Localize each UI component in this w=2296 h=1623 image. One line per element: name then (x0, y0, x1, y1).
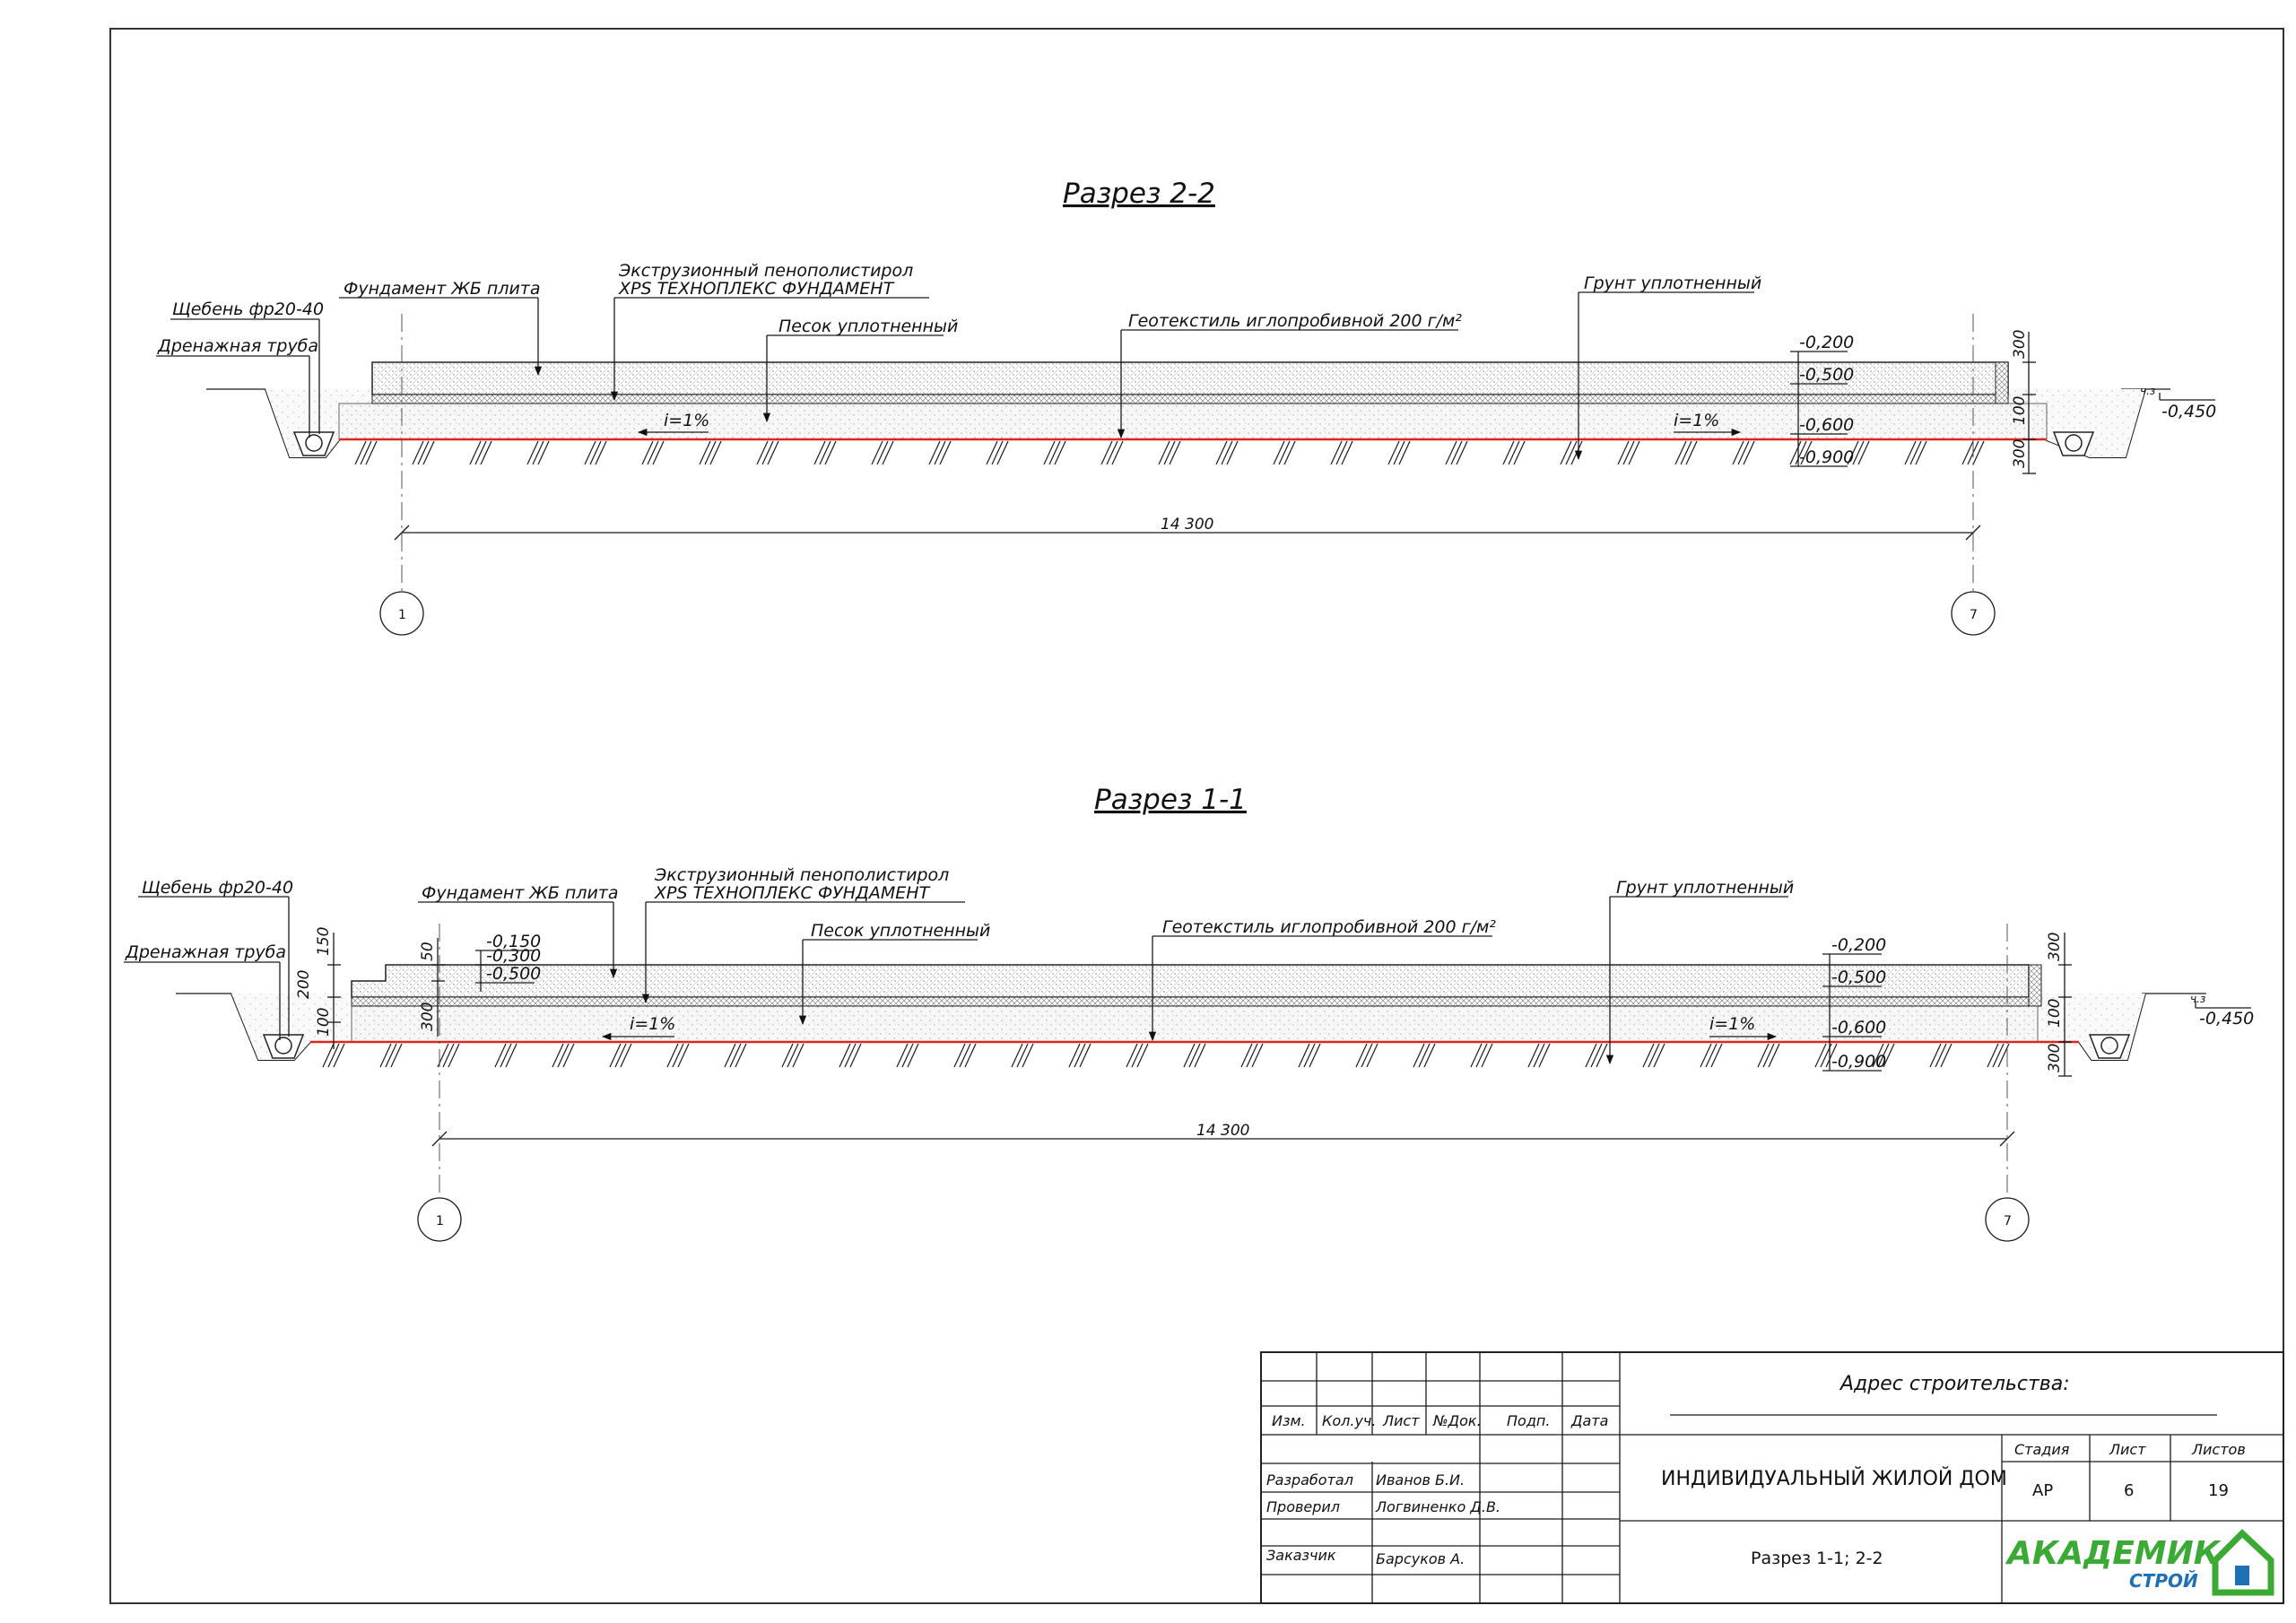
ground-level: -0,450 (2199, 1009, 2255, 1028)
label-soil: Грунт уплотненный (1584, 273, 1762, 293)
drain-pipe-left (275, 1037, 291, 1054)
left-dim-3: 100 (315, 1007, 333, 1037)
axis-left: 1 (436, 1214, 444, 1228)
title-block (1261, 1352, 2283, 1603)
left-inner-dim-2: 300 (419, 1002, 437, 1031)
label-sand: Песок уплотненный (778, 317, 959, 336)
hdr-izm: Изм. (1272, 1412, 1306, 1429)
hdr-doc: №Док. (1433, 1412, 1482, 1429)
label-geotextile: Геотекстиль иглопробивной 200 г/м² (1162, 917, 1496, 937)
label-sand: Песок уплотненный (811, 921, 991, 941)
section-1-1-title: Разрез 1-1 (1094, 784, 1247, 816)
section-1-1 (124, 784, 2254, 1241)
label-xps-1: Экструзионный пенополистирол (655, 865, 950, 885)
label-geotextile: Геотекстиль иглопробивной 200 г/м² (1128, 311, 1462, 331)
axis-right: 7 (1970, 608, 1978, 622)
label-gravel: Щебень фр20-40 (142, 878, 294, 898)
stage-value: АР (2032, 1481, 2054, 1500)
role-developed: Разработал (1266, 1471, 1353, 1488)
sheet-value: 6 (2124, 1481, 2135, 1500)
role-customer: Заказчик (1266, 1547, 1336, 1564)
hdr-sign: Подп. (1507, 1412, 1551, 1429)
label-slab: Фундамент ЖБ плита (422, 883, 619, 903)
left-dim-2: 200 (295, 969, 313, 999)
xps-layer (352, 997, 2029, 1006)
slope-left: i=1% (664, 411, 710, 430)
span: 14 300 (1161, 516, 1214, 534)
role-checked: Проверил (1266, 1498, 1341, 1515)
left-level-2: -0,300 (486, 946, 542, 966)
axis-right: 7 (2004, 1214, 2012, 1228)
level-3: -0,600 (1799, 415, 1855, 435)
left-level-1: -0,150 (486, 932, 542, 951)
level-4: -0,900 (1831, 1052, 1887, 1072)
hdr-kol: Кол.уч. (1322, 1412, 1377, 1429)
dim-3: 300 (2011, 438, 2029, 468)
stage-label: Стадия (2014, 1441, 2070, 1458)
left-inner-dim-1: 50 (419, 942, 437, 961)
xps-layer (372, 395, 2008, 404)
level-2: -0,500 (1799, 365, 1855, 385)
name-customer: Барсуков А. (1376, 1550, 1465, 1567)
project-name: ИНДИВИДУАЛЬНЫЙ ЖИЛОЙ ДОМ (1661, 1468, 2007, 1490)
sheet-title: Разрез 1-1; 2-2 (1751, 1549, 1883, 1568)
dim-1: 300 (2046, 932, 2064, 961)
foundation-slab (372, 362, 2008, 395)
foundation-slab (352, 965, 2029, 997)
name-checked: Логвиненко Д.В. (1376, 1498, 1501, 1515)
slope-right: i=1% (1709, 1014, 1756, 1034)
label-slab: Фундамент ЖБ плита (344, 279, 541, 299)
section-2-2 (156, 178, 2216, 635)
ground-mark: ч.з (2140, 385, 2156, 397)
left-dim-1: 150 (315, 926, 333, 956)
label-gravel: Щебень фр20-40 (172, 299, 325, 319)
label-drain: Дренажная труба (126, 942, 287, 962)
drain-pipe-right (2101, 1037, 2118, 1054)
sheets-label: Листов (2192, 1441, 2246, 1458)
dim-1: 300 (2011, 329, 2029, 359)
sheet-label: Лист (2109, 1441, 2146, 1458)
level-3: -0,600 (1831, 1018, 1887, 1037)
level-4: -0,900 (1799, 447, 1855, 467)
sheets-value: 19 (2208, 1481, 2229, 1500)
hdr-list: Лист (1383, 1412, 1420, 1429)
address-label: Адрес строительства: (1840, 1373, 2070, 1395)
label-drain: Дренажная труба (158, 336, 319, 356)
slope-left: i=1% (630, 1014, 676, 1034)
left-level-3: -0,500 (486, 964, 542, 984)
drain-pipe-left (306, 435, 322, 451)
label-xps-2: XPS ТЕХНОПЛЕКС ФУНДАМЕНТ (655, 883, 930, 903)
label-xps-2: XPS ТЕХНОПЛЕКС ФУНДАМЕНТ (619, 279, 894, 299)
name-developed: Иванов Б.И. (1376, 1471, 1465, 1488)
slope-right: i=1% (1674, 411, 1720, 430)
label-xps-1: Экструзионный пенополистирол (619, 261, 914, 281)
ground-hatch (355, 441, 1984, 464)
label-soil: Грунт уплотненный (1616, 878, 1795, 898)
dim-2: 100 (2046, 998, 2064, 1028)
ground-mark: ч.з (2190, 993, 2206, 1005)
section-2-2-title: Разрез 2-2 (1063, 178, 1215, 210)
svg-text:СТРОЙ: СТРОЙ (2129, 1570, 2198, 1592)
ground-level: -0,450 (2161, 402, 2217, 421)
drain-pipe-right (2066, 435, 2082, 451)
hdr-date: Дата (1571, 1412, 1609, 1429)
level-2: -0,500 (1831, 968, 1887, 987)
level-1: -0,200 (1799, 333, 1855, 352)
left-level-marks (475, 932, 541, 992)
level-1: -0,200 (1831, 935, 1887, 955)
dim-2: 100 (2011, 395, 2029, 425)
dim-3: 300 (2046, 1043, 2064, 1072)
span: 14 300 (1196, 1122, 1250, 1140)
axis-left: 1 (398, 608, 406, 622)
ground-hatch (323, 1044, 2009, 1067)
svg-text:АКАДЕМИК: АКАДЕМИК (2007, 1535, 2221, 1572)
